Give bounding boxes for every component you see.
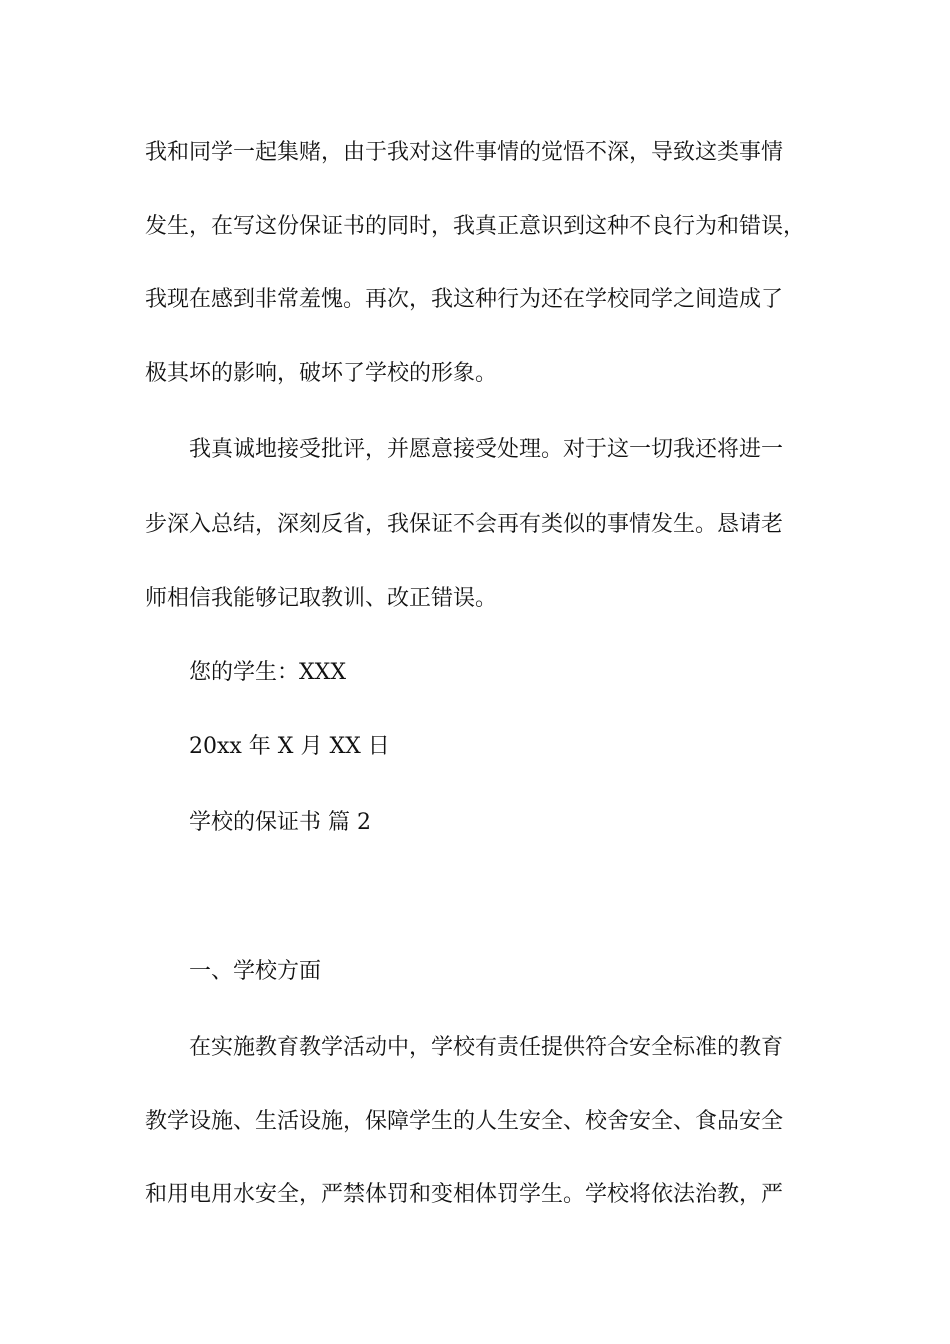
para1-line-3: 我现在感到非常羞愧。再次，我这种行为还在学校同学之间造成了 [145, 287, 784, 312]
para3-line-2: 教学设施、生活设施，保障学生的人生安全、校舍安全、食品安全 [145, 1109, 784, 1134]
heading-school: 一、学校方面 [189, 959, 322, 984]
para3-line-1: 在实施教育教学活动中，学校有责任提供符合安全标准的教育 [189, 1035, 784, 1060]
para2-line-3: 师相信我能够记取教训、改正错误。 [145, 586, 498, 611]
para2-line-1: 我真诚地接受批评，并愿意接受处理。对于这一切我还将进一 [189, 437, 784, 462]
section-title: 学校的保证书 篇 2 [189, 810, 371, 835]
date: 20xx 年 X 月 XX 日 [189, 734, 390, 759]
para2-line-2: 步深入总结，深刻反省，我保证不会再有类似的事情发生。恳请老 [145, 512, 784, 537]
para1-line-1: 我和同学一起集赌，由于我对这件事情的觉悟不深，导致这类事情 [145, 140, 784, 165]
para1-line-4: 极其坏的影响，破坏了学校的形象。 [145, 361, 498, 386]
para3-line-3: 和用电用水安全，严禁体罚和变相体罚学生。学校将依法治教，严 [145, 1182, 784, 1207]
signature: 您的学生：XXX [189, 660, 346, 685]
para1-line-2: 发生，在写这份保证书的同时，我真正意识到这种不良行为和错误， [145, 214, 806, 239]
